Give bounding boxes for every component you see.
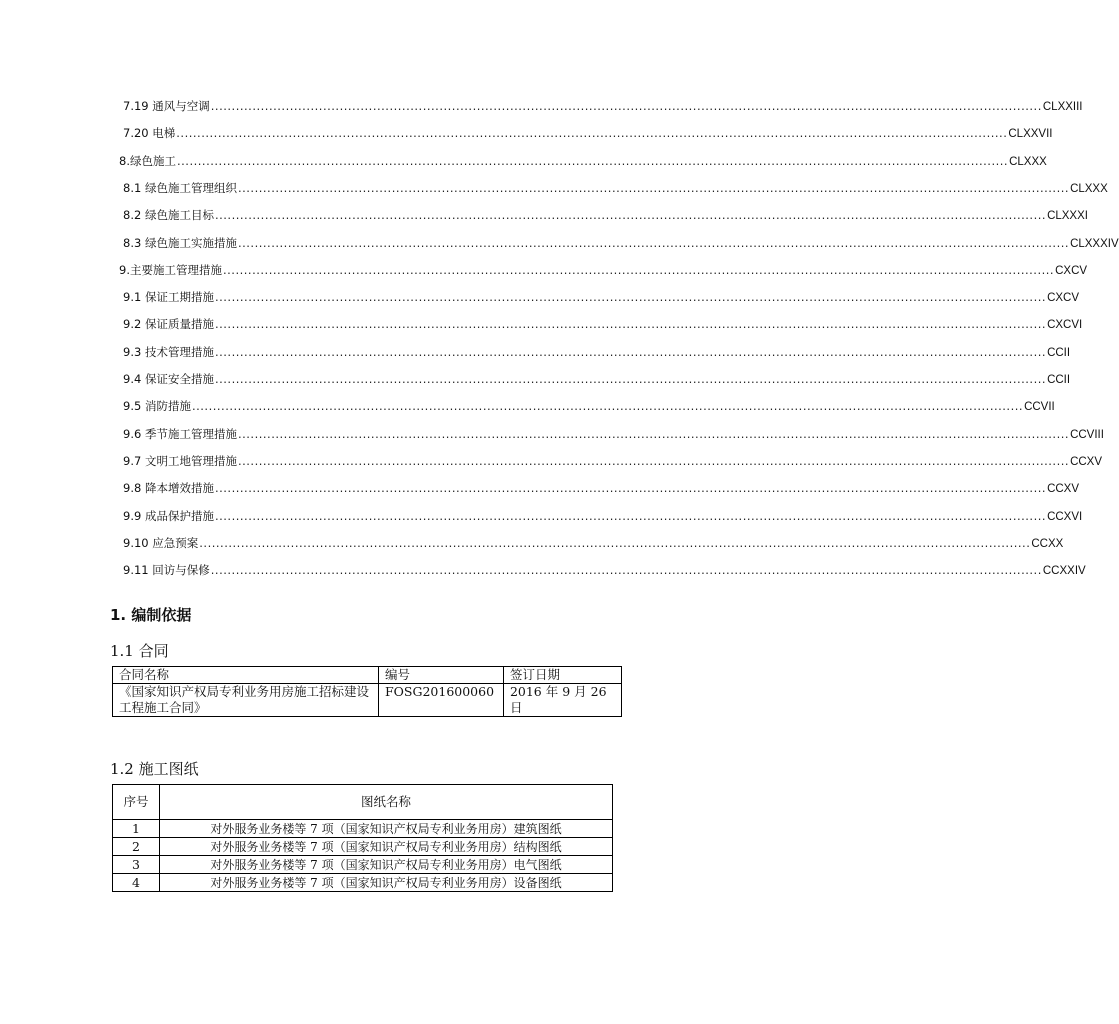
toc-entry-page: CCVII <box>1024 401 1055 414</box>
toc-entry-page: CCVIII <box>1070 428 1104 441</box>
toc-leader-dots: ........................................................................................................................................................................................................ <box>237 235 1070 250</box>
toc-entry-page: CCXV <box>1070 455 1103 468</box>
toc-entry-label: 8.1 绿色施工管理组织 <box>123 180 237 195</box>
toc-entry-label: 9.9 成品保护措施 <box>123 508 214 523</box>
toc-leader-dots: ........................................................................................................................................................................................................ <box>214 481 1047 496</box>
toc-entry-label: 7.19 通风与空调 <box>123 99 210 113</box>
toc-leader-dots: ........................................................................................................................................................................................................ <box>222 262 1055 277</box>
toc-entry[interactable] <box>123 426 1104 441</box>
toc-entry[interactable] <box>123 290 1080 305</box>
cell-contract-number: FOSG201600060 <box>379 684 504 717</box>
toc-leader-dots: ........................................................................................................................................................................................................ <box>199 535 1031 550</box>
toc-entry-page: CCII <box>1047 374 1071 386</box>
table-row <box>113 820 613 838</box>
toc-entry-page: CLXXX <box>1009 155 1047 168</box>
table-row <box>113 684 622 717</box>
toc-entry[interactable] <box>123 399 1055 414</box>
toc-leader-dots: ........................................................................................................................................................................................................ <box>237 453 1070 468</box>
toc-leader-dots: ........................................................................................................................................................................................................ <box>176 126 1008 141</box>
toc-entry-label: 8.2 绿色施工目标 <box>123 208 214 223</box>
subsection-heading-contract: 1.1 合同 <box>110 642 169 660</box>
header-cell-drawing-name: 图纸名称 <box>160 785 613 820</box>
toc-leader-dots: ........................................................................................................................................................................................................ <box>191 399 1024 414</box>
toc-leader-dots: ........................................................................................................................................................................................................ <box>237 180 1070 195</box>
toc-entry-page: CCXXIV <box>1042 565 1086 578</box>
toc-leader-dots: ........................................................................................................................................................................................................ <box>237 426 1070 441</box>
table-header-row <box>113 667 622 684</box>
toc-entry-page: CCII <box>1047 346 1071 359</box>
toc-entry-label: 9.6 季节施工管理措施 <box>123 426 237 441</box>
toc-entry-page: CLXXIII <box>1042 101 1083 113</box>
toc-leader-dots: ........................................................................................................................................................................................................ <box>214 317 1047 332</box>
cell-index: 1 <box>113 820 160 838</box>
toc-entry-page: CCXX <box>1031 537 1064 550</box>
toc-entry-label: 9.4 保证安全措施 <box>123 372 214 386</box>
toc-entry[interactable] <box>123 508 1083 523</box>
cell-contract-name: 《国家知识产权局专利业务用房施工招标建设工程施工合同》 <box>113 684 379 717</box>
toc-leader-dots: ........................................................................................................................................................................................................ <box>214 344 1047 359</box>
toc-entry-label: 9.10 应急预案 <box>123 535 199 550</box>
toc-entry[interactable] <box>123 208 1088 223</box>
toc-entry[interactable] <box>123 481 1080 496</box>
toc-entry[interactable] <box>123 372 1071 386</box>
toc-leader-dots: ........................................................................................................................................................................................................ <box>214 508 1047 523</box>
toc-leader-dots: ........................................................................................................................................................................................................ <box>214 372 1047 386</box>
cell-drawing-name: 对外服务业务楼等 7 项（国家知识产权局专利业务用房）电气图纸 <box>160 856 613 874</box>
table-header-row <box>113 785 613 820</box>
toc-entry-label: 9.8 降本增效措施 <box>123 481 214 496</box>
cell-index: 2 <box>113 838 160 856</box>
toc-entry-label: 7.20 电梯 <box>123 126 176 141</box>
toc-entry-label: 9.5 消防措施 <box>123 399 191 414</box>
toc-entry-page: CLXXVII <box>1008 128 1053 141</box>
toc-entry-page: CLXXX <box>1070 182 1108 195</box>
toc-entry[interactable] <box>123 180 1108 195</box>
toc-entry[interactable] <box>123 235 1119 250</box>
table-row <box>113 856 613 874</box>
toc-entry[interactable] <box>123 317 1083 332</box>
cell-drawing-name: 对外服务业务楼等 7 项（国家知识产权局专利业务用房）结构图纸 <box>160 838 613 856</box>
toc-entry-page: CLXXXIV <box>1070 237 1119 250</box>
cell-drawing-name: 对外服务业务楼等 7 项（国家知识产权局专利业务用房）设备图纸 <box>160 874 613 892</box>
toc-entry[interactable] <box>123 99 1083 113</box>
toc-leader-dots: ........................................................................................................................................................................................................ <box>176 153 1009 168</box>
contract-table <box>112 666 622 717</box>
toc-entry[interactable] <box>123 453 1103 468</box>
toc-leader-dots: ........................................................................................................................................................................................................ <box>214 290 1047 305</box>
toc-entry-label: 8.绿色施工 <box>119 153 176 168</box>
toc-leader-dots: ........................................................................................................................................................................................................ <box>210 99 1042 113</box>
drawings-table <box>112 784 613 892</box>
subsection-heading-drawings: 1.2 施工图纸 <box>110 760 199 778</box>
toc-entry-label: 9.主要施工管理措施 <box>119 262 222 277</box>
toc-entry[interactable] <box>123 126 1053 141</box>
section-heading-basis: 1. 编制依据 <box>110 606 192 624</box>
toc-entry-label: 9.3 技术管理措施 <box>123 344 214 359</box>
header-cell-number: 编号 <box>379 667 504 684</box>
toc-entry[interactable] <box>123 344 1071 359</box>
cell-sign-date: 2016 年 9 月 26 日 <box>503 684 621 717</box>
toc-entry-label: 9.1 保证工期措施 <box>123 290 214 305</box>
table-row <box>113 874 613 892</box>
toc-entry[interactable] <box>119 153 1047 168</box>
toc-entry[interactable] <box>123 535 1064 550</box>
toc-entry-label: 9.7 文明工地管理措施 <box>123 453 237 468</box>
cell-drawing-name: 对外服务业务楼等 7 项（国家知识产权局专利业务用房）建筑图纸 <box>160 820 613 838</box>
toc-entry-label: 9.11 回访与保修 <box>123 563 210 578</box>
header-cell-sign-date: 签订日期 <box>503 667 621 684</box>
toc-entry[interactable] <box>119 262 1088 277</box>
toc-entry-page: CCXVI <box>1047 510 1083 523</box>
toc-leader-dots: ........................................................................................................................................................................................................ <box>210 563 1042 578</box>
toc-entry[interactable] <box>123 563 1086 578</box>
toc-entry-page: CXCV <box>1047 292 1080 305</box>
toc-entry-page: CCXV <box>1047 483 1080 496</box>
toc-entry-page: CXCVI <box>1047 319 1083 332</box>
toc-entry-label: 8.3 绿色施工实施措施 <box>123 235 237 250</box>
toc-entry-page: CXCV <box>1055 264 1088 277</box>
cell-index: 4 <box>113 874 160 892</box>
toc-entry-label: 9.2 保证质量措施 <box>123 317 214 332</box>
header-cell-index: 序号 <box>113 785 160 820</box>
toc-leader-dots: ........................................................................................................................................................................................................ <box>214 208 1047 223</box>
cell-index: 3 <box>113 856 160 874</box>
toc-entry-page: CLXXXI <box>1047 210 1088 223</box>
header-cell-contract-name: 合同名称 <box>113 667 379 684</box>
table-row <box>113 838 613 856</box>
